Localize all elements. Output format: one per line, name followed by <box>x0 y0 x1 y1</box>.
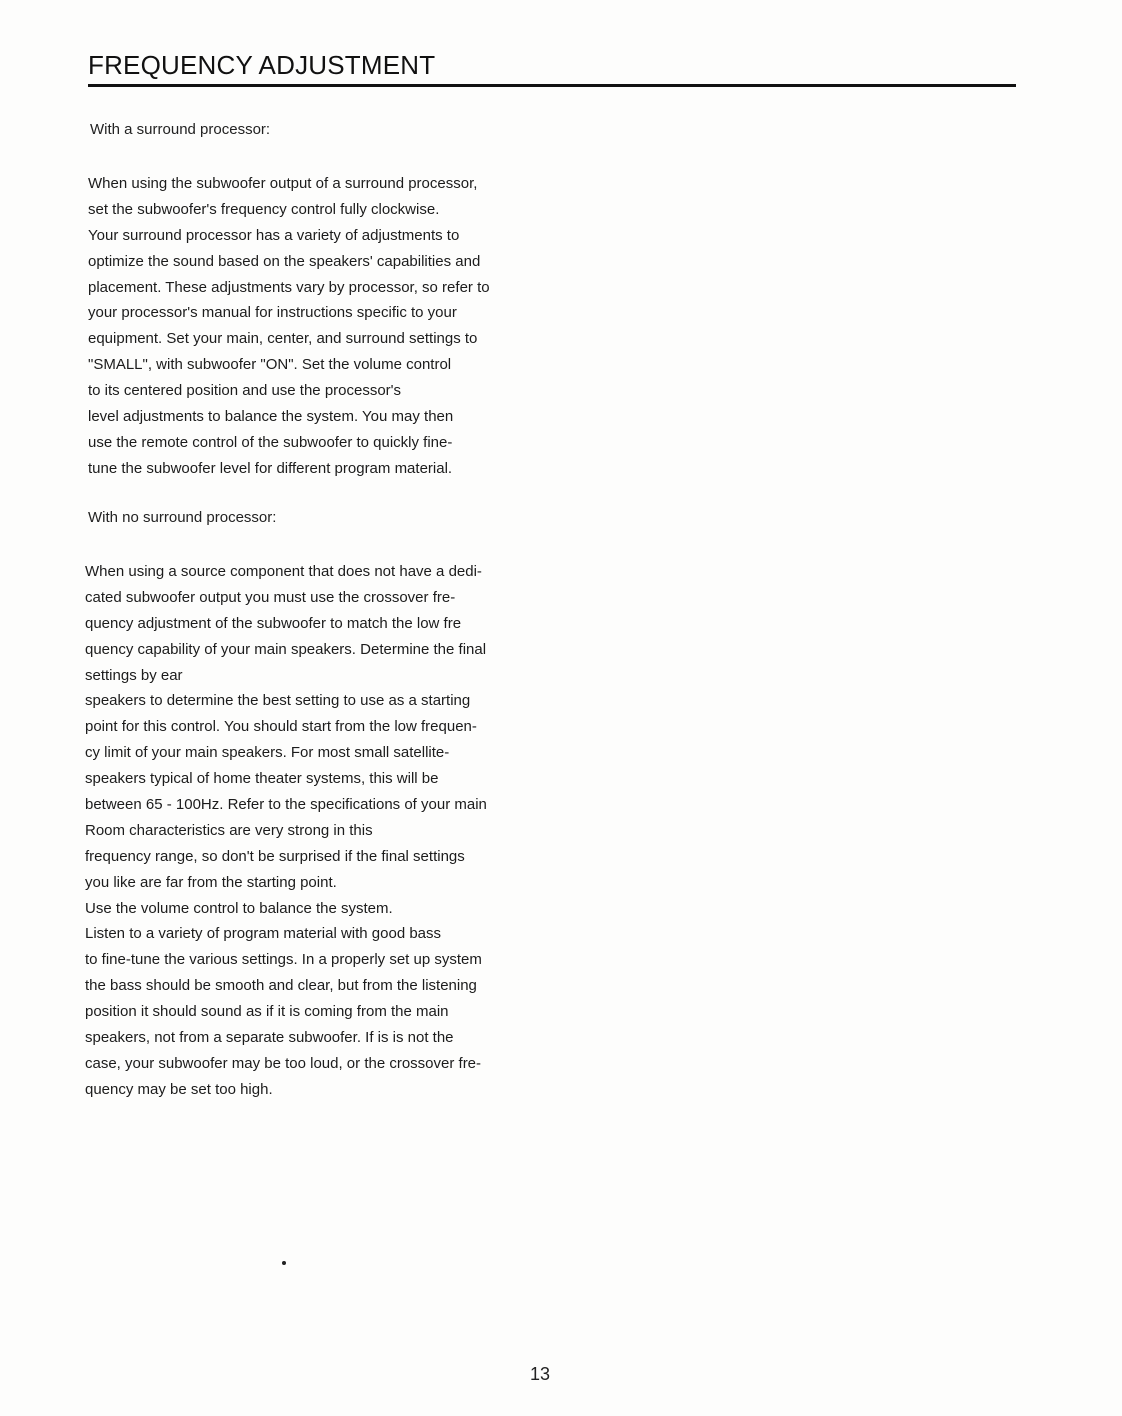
section-body-no-surround-processor <box>85 559 487 1103</box>
text-line: "SMALL", with subwoofer "ON". Set the volume control <box>88 356 452 374</box>
title-underline-rule <box>88 84 1016 87</box>
text-line: between 65 - 100Hz. Refer to the specifications of your main <box>85 796 487 814</box>
text-line: speakers typical of home theater systems, this will be <box>85 770 439 788</box>
text-line: quency may be set too high. <box>85 1080 273 1098</box>
text-line: point for this control. You should start from the low frequen- <box>85 718 477 736</box>
page-number: 13 <box>530 1364 551 1384</box>
text-line: case, your subwoofer may be too loud, or the crossover fre- <box>85 1054 482 1072</box>
text-line: you like are far from the starting point. <box>85 873 337 891</box>
text-line: speakers, not from a separate subwoofer. If is is not the <box>85 1029 454 1047</box>
page-title: FREQUENCY ADJUSTMENT <box>88 50 436 80</box>
text-line: position it should sound as if it is coming from the main <box>85 1003 449 1021</box>
text-line: When using the subwoofer output of a surround processor, <box>88 175 478 192</box>
text-line: to fine-tune the various settings. In a properly set up system <box>85 951 482 969</box>
text-line: your processor's manual for instructions specific to your <box>88 304 457 322</box>
text-line: Use the volume control to balance the system. <box>85 899 393 917</box>
text-line: cy limit of your main speakers. For most small satellite- <box>85 744 450 762</box>
section-body-surround-processor <box>88 171 490 482</box>
text-line: speakers to determine the best setting to use as a starting <box>85 692 471 710</box>
text-line: Room characteristics are very strong in this <box>85 821 373 839</box>
text-line: quency capability of your main speakers. Determine the final <box>85 640 487 658</box>
text-line: placement. These adjustments vary by processor, so refer to <box>88 278 490 296</box>
text-line: Your surround processor has a variety of adjustments to <box>88 226 460 244</box>
text-line: frequency range, so don't be surprised if the final settings <box>85 847 465 865</box>
section-heading-no-surround-processor: With no surround processor: <box>88 509 277 526</box>
stray-dot-mark <box>282 1261 286 1265</box>
text-line: optimize the sound based on the speakers' capabilities and <box>88 252 481 270</box>
text-line: tune the subwoofer level for different program material. <box>88 459 453 477</box>
text-line: cated subwoofer output you must use the crossover fre- <box>85 588 456 606</box>
text-line: settings by ear <box>85 666 183 684</box>
text-line: Listen to a variety of program material with good bass <box>85 925 442 943</box>
text-line: the bass should be smooth and clear, but from the listening <box>85 977 477 995</box>
text-line: When using a source component that does not have a dedi- <box>85 563 482 580</box>
text-line: quency adjustment of the subwoofer to match the low fre <box>85 614 462 632</box>
text-line: set the subwoofer's frequency control fully clockwise. <box>88 200 440 218</box>
text-line: use the remote control of the subwoofer to quickly fine- <box>88 433 453 451</box>
section-heading-surround-processor: With a surround processor: <box>90 121 271 138</box>
text-line: equipment. Set your main, center, and surround settings to <box>88 330 478 348</box>
text-line: level adjustments to balance the system. You may then <box>88 408 454 426</box>
text-line: to its centered position and use the processor's <box>88 382 402 400</box>
